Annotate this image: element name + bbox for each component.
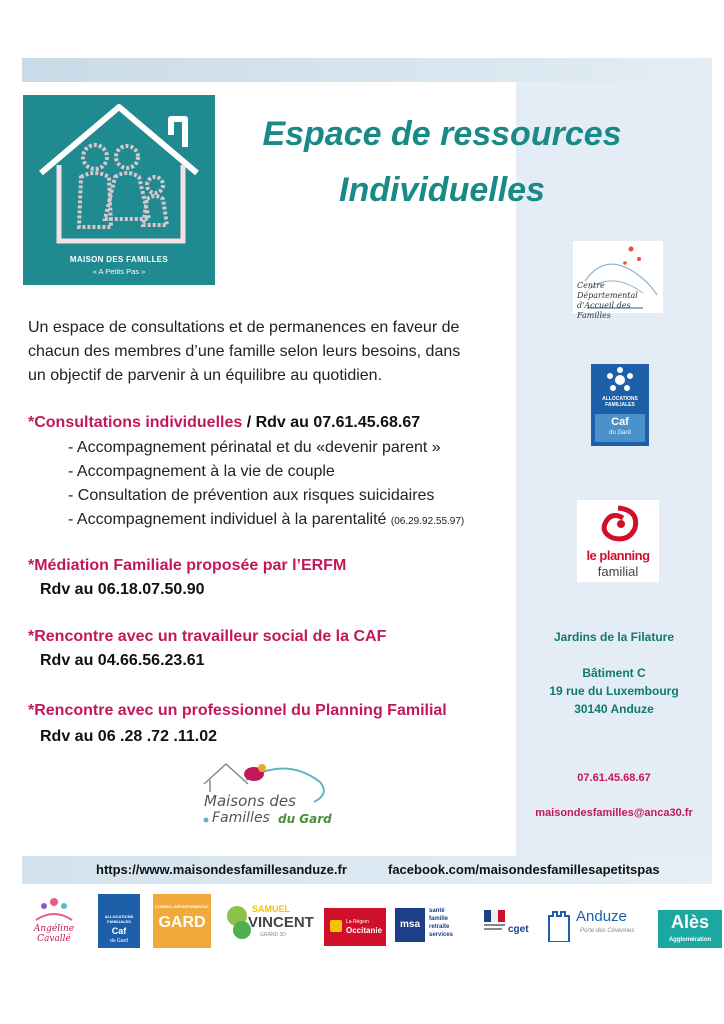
msa-services: santé famille retraite services bbox=[429, 908, 454, 938]
gard-name: GARD bbox=[158, 914, 206, 931]
partner-caf-line2: FAMILIALES bbox=[107, 919, 131, 924]
partner-ales-logo bbox=[658, 910, 722, 948]
partner-occitanie-logo bbox=[324, 908, 386, 946]
samuel-line3: GRAND 3D bbox=[260, 932, 286, 938]
heart-figures-icon bbox=[26, 894, 82, 924]
consultations-heading bbox=[28, 413, 420, 433]
anduze-name: Anduze bbox=[576, 908, 627, 925]
consultations-list bbox=[68, 436, 464, 534]
list-item bbox=[68, 508, 464, 534]
maison-des-familles-logo bbox=[23, 95, 215, 285]
partner-caf-name: Caf bbox=[111, 926, 127, 936]
partner-angeline-cavalle-logo bbox=[26, 894, 82, 948]
address-line: 30140 Anduze bbox=[574, 702, 654, 716]
partner-caf-line1: ALLOCATIONS bbox=[104, 914, 134, 919]
samuel-line2: VINCENT bbox=[248, 914, 314, 931]
planning-heading bbox=[28, 701, 447, 721]
network-logo-line3: du Gard bbox=[278, 812, 332, 826]
caf-gard-logo bbox=[591, 364, 649, 446]
msa-mark: msa bbox=[395, 908, 425, 942]
gard-small: CONSEIL DÉPARTEMENTAL bbox=[154, 904, 209, 909]
intro-line: chacun des membres d’une famille selon leurs besoins, dans bbox=[28, 343, 461, 360]
partner-gard-logo bbox=[153, 894, 211, 948]
caf-gard: du Gard bbox=[609, 430, 631, 436]
caf-emblem-icon bbox=[591, 366, 649, 396]
planning-rdv: Rdv au 06 .28 .72 .11.02 bbox=[40, 728, 218, 745]
list-item-text: Accompagnement individuel à la parentalité bbox=[76, 511, 387, 528]
caf-name: Caf bbox=[611, 416, 629, 428]
caf-rdv: Rdv au 04.66.56.23.61 bbox=[40, 652, 205, 669]
tower-icon bbox=[546, 908, 572, 942]
network-logo-line1: Maisons des bbox=[204, 792, 296, 810]
maisons-des-familles-du-gard-logo bbox=[196, 758, 336, 830]
occitanie-line2: Occitanie bbox=[346, 926, 383, 935]
address-line: Bâtiment C bbox=[582, 666, 646, 680]
list-item: - Accompagnement périnatal et du «devenir parent » bbox=[68, 436, 464, 460]
address-line: 19 rue du Luxembourg bbox=[549, 684, 679, 698]
planning-logo-line1: le planning bbox=[586, 548, 650, 563]
top-banner bbox=[22, 58, 712, 82]
address-line: Jardins de la Filature bbox=[553, 630, 675, 644]
occitanie-line1: La Région bbox=[346, 919, 369, 925]
cget-text: cget bbox=[508, 924, 529, 935]
marianne-icon bbox=[484, 910, 506, 932]
planning-swirl-icon bbox=[577, 500, 659, 546]
heading-separator: / bbox=[242, 414, 256, 431]
caf-line2: FAMILIALES bbox=[605, 402, 635, 408]
contact-email[interactable]: maisondesfamilles@anca30.fr bbox=[535, 807, 693, 819]
website-link[interactable]: https://www.maisondesfamillesanduze.fr bbox=[96, 862, 347, 877]
list-item: - Consultation de prévention aux risques suicidaires bbox=[68, 484, 464, 508]
cdaf-logo-text: Centre Départemental d'Accueil des Familles bbox=[577, 281, 638, 320]
ales-tag: Agglomération bbox=[668, 937, 712, 943]
samuel-line1: SAMUEL bbox=[252, 904, 290, 914]
intro-line: un objectif de parvenir à un équilibre au quotidien. bbox=[28, 367, 383, 384]
page-title-line1: Espace de ressources bbox=[262, 115, 622, 153]
caf-heading bbox=[28, 627, 386, 647]
consultations-rdv: Rdv au 07.61.45.68.67 bbox=[255, 414, 421, 431]
logo-subtitle: « A Petits Pas » bbox=[92, 267, 146, 276]
parentalite-phone: (06.29.92.55.97) bbox=[390, 516, 465, 527]
partner-cget-logo bbox=[484, 906, 532, 948]
mediation-title: *Médiation Familiale proposée par l’ERFM bbox=[28, 557, 347, 574]
mediation-heading bbox=[28, 556, 346, 576]
partner-anduze-logo bbox=[546, 894, 638, 948]
anduze-tag: Porte des Cévennes bbox=[580, 928, 635, 934]
facebook-link[interactable]: facebook.com/maisondesfamillesapetitspas bbox=[388, 862, 660, 877]
intro-paragraph bbox=[28, 316, 512, 388]
cdaf-logo bbox=[573, 241, 663, 320]
partner-caf-gard: du Gard bbox=[109, 938, 129, 944]
footer-bar bbox=[22, 856, 712, 884]
contact-phone: 07.61.45.68.67 bbox=[577, 772, 651, 784]
consultations-title: *Consultations individuelles bbox=[28, 414, 243, 431]
partner-msa-logo bbox=[395, 906, 467, 946]
angeline-name: Angéline Cavallé bbox=[33, 924, 75, 944]
ales-name: Alès bbox=[670, 912, 710, 932]
logo-name: MAISON DES FAMILLES bbox=[69, 255, 169, 264]
list-item: - Accompagnement à la vie de couple bbox=[68, 460, 464, 484]
page-title-line2: Individuelles bbox=[339, 171, 545, 209]
occitanie-cross-icon bbox=[330, 920, 342, 932]
planning-title: *Rencontre avec un professionnel du Planning Familial bbox=[28, 702, 447, 719]
partner-caf-logo bbox=[98, 894, 140, 948]
caf-line1: ALLOCATIONS bbox=[602, 396, 638, 402]
mediation-rdv: Rdv au 06.18.07.50.90 bbox=[40, 581, 205, 598]
intro-line: Un espace de consultations et de permanences en faveur de bbox=[28, 319, 460, 336]
network-logo-line2: Familles bbox=[212, 810, 270, 826]
caf-title: *Rencontre avec un travailleur social de la CAF bbox=[28, 628, 387, 645]
planning-logo-line2: familial bbox=[597, 564, 639, 579]
partner-samuel-vincent-logo bbox=[222, 894, 312, 948]
planning-familial-logo bbox=[577, 500, 659, 582]
